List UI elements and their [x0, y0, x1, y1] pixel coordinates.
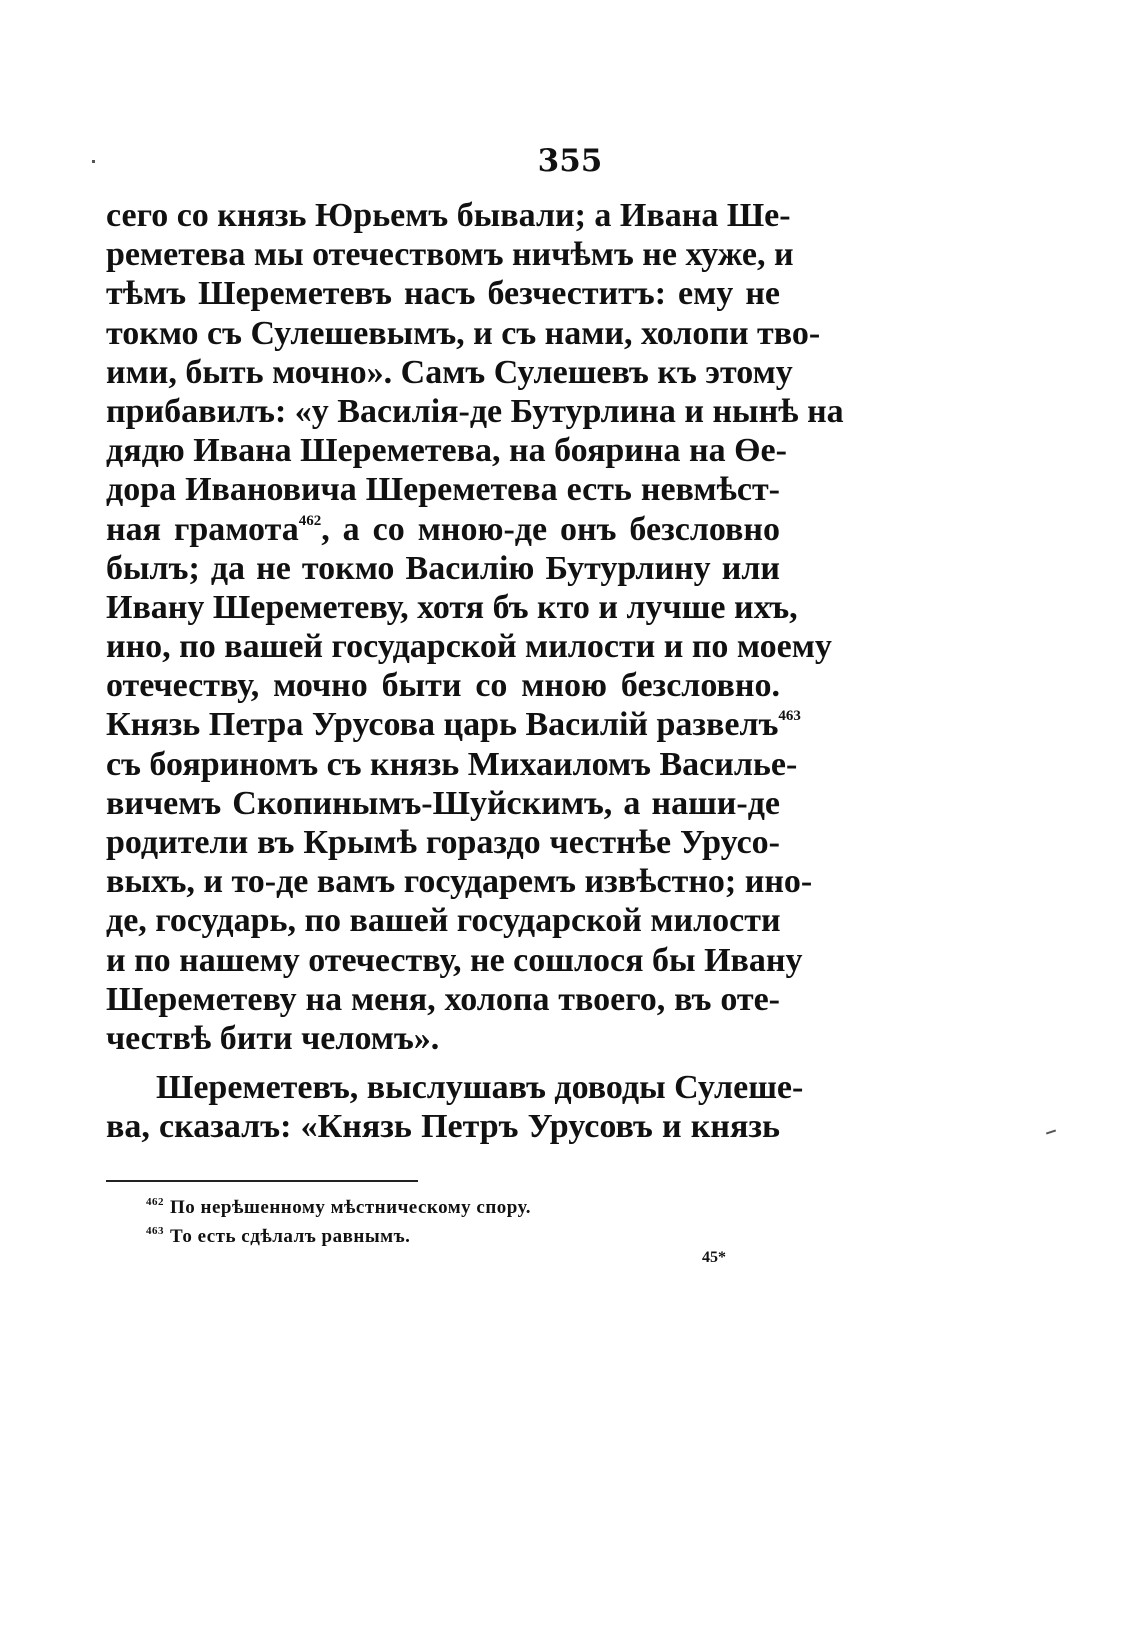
footnote-462	[146, 1193, 531, 1222]
text-line: Ивану Шереметеву, хотя бъ кто и лучше ихъ,	[106, 588, 798, 626]
text-segment: ная грамота	[106, 510, 299, 548]
footnote-463	[146, 1222, 531, 1251]
text-line: токмо съ Сулешевымъ, и съ нами, холопи тво-	[106, 314, 821, 352]
text-line: прибавилъ: «у Василія-де Бутурлина и нынѣ на	[106, 392, 844, 430]
text-line: Шереметеву на меня, холопа твоего, въ оте-	[106, 980, 780, 1018]
text-line: родители въ Крымѣ гораздо честнѣе Урусо-	[106, 824, 780, 861]
text-line: тѣмъ Шереметевъ насъ безчеститъ: ему не	[106, 275, 780, 313]
text-line: чествѣ бити челомъ».	[106, 1019, 440, 1057]
signature-mark: 45*	[702, 1249, 726, 1266]
text-line: дядю Ивана Шереметева, на боярина на Өе-	[106, 432, 787, 470]
footnote-text: То есть сдѣлалъ равнымъ.	[170, 1226, 411, 1247]
footnote-text: По нерѣшенному мѣстническому спору.	[170, 1197, 531, 1218]
page-number: 355	[537, 143, 603, 179]
text-segment: Князь Петра Урусова царь Василій развелъ	[106, 706, 779, 744]
footnotes	[146, 1193, 531, 1251]
body-text	[106, 196, 844, 1147]
text-line: былъ; да не токмо Василію Бутурлину или	[106, 549, 780, 587]
text-line: и по нашему отечеству, не сошлося бы Ивану	[106, 941, 803, 979]
text-line: вичемъ Скопинымъ-Шуйскимъ, а наши-де	[106, 784, 780, 822]
text-line	[106, 705, 801, 744]
text-line: отечеству, мочно быти со мною безсловно.	[106, 667, 780, 705]
scan-speck	[1046, 1130, 1056, 1135]
footnote-ref-463: 463	[778, 708, 801, 725]
text-line	[106, 510, 780, 549]
footnote-divider	[106, 1180, 418, 1182]
text-line: реметева мы отечествомъ ничѣмъ не хуже, и	[106, 236, 794, 274]
text-segment: , а со мною-де онъ безсловно	[321, 510, 781, 548]
text-line: де, государь, по вашей государской милости	[106, 902, 781, 940]
text-line: ва, сказалъ: «Князь Петръ Урусовъ и князь	[106, 1108, 780, 1146]
text-line: ино, по вашей государской милости и по моему	[106, 628, 832, 666]
scan-speck	[92, 160, 95, 163]
footnote-number: 463	[146, 1225, 164, 1237]
footnote-ref-462: 462	[298, 512, 322, 529]
text-line: выхъ, и то-де вамъ государемъ извѣстно; ино-	[106, 863, 813, 901]
text-line: ими, быть мочно». Самъ Сулешевъ къ этому	[106, 353, 793, 391]
footnote-number: 462	[146, 1196, 164, 1208]
paragraph-first-line: Шереметевъ, выслушавъ доводы Сулеше-	[156, 1069, 804, 1107]
text-line: дора Ивановича Шереметева есть невмѣст-	[106, 471, 780, 509]
text-line: съ бояриномъ съ князь Михаиломъ Василье-	[106, 745, 798, 783]
text-line: сего со князь Юрьемъ бывали; а Ивана Ше-	[106, 197, 791, 234]
